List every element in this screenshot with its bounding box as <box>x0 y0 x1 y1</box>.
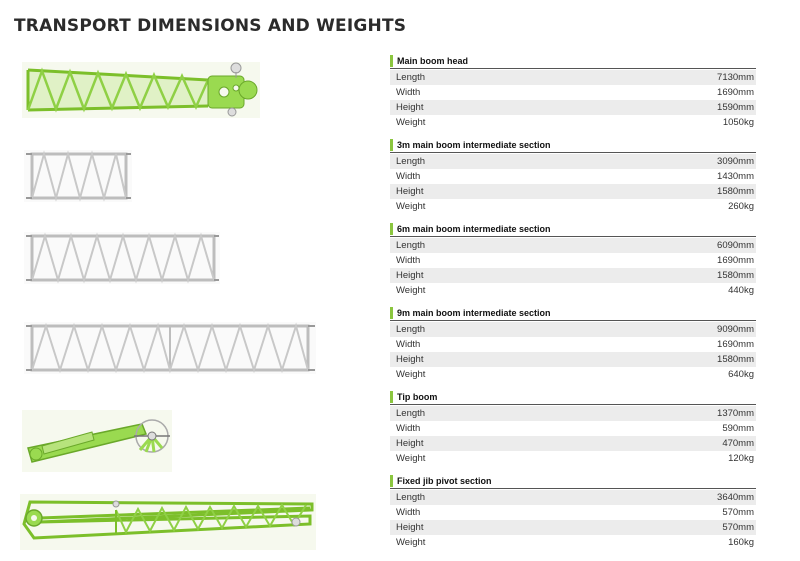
spec-row <box>390 436 756 451</box>
row-label: Width <box>396 87 421 98</box>
spec-table-6m-section <box>390 222 756 298</box>
row-label: Weight <box>396 201 426 212</box>
row-label: Length <box>396 408 426 419</box>
spec-table-title: Main boom head <box>397 56 469 66</box>
row-label: Height <box>396 102 424 113</box>
row-value: 1370mm <box>717 408 754 419</box>
accent-bar <box>390 55 393 67</box>
row-label: Width <box>396 171 421 182</box>
row-label: Width <box>396 423 421 434</box>
row-value: 3090mm <box>717 156 754 167</box>
main-boom-head-illustration <box>22 58 262 120</box>
divider <box>390 236 756 237</box>
row-value: 1590mm <box>717 102 754 113</box>
row-value: 1580mm <box>717 354 754 365</box>
spec-row <box>390 406 756 421</box>
row-value: 590mm <box>722 423 754 434</box>
spec-row <box>390 535 756 550</box>
spec-row <box>390 100 756 115</box>
row-label: Weight <box>396 285 426 296</box>
row-label: Height <box>396 354 424 365</box>
spec-table-title: 3m main boom intermediate section <box>397 140 551 150</box>
spec-row <box>390 337 756 352</box>
row-value: 1580mm <box>717 270 754 281</box>
accent-bar <box>390 223 393 235</box>
row-value: 120kg <box>728 453 754 464</box>
accent-bar <box>390 391 393 403</box>
row-value: 570mm <box>722 522 754 533</box>
row-label: Length <box>396 492 426 503</box>
spec-table-title: 9m main boom intermediate section <box>397 308 551 318</box>
row-value: 160kg <box>728 537 754 548</box>
fixed-jib-illustration <box>20 494 316 550</box>
spec-table-tip-boom <box>390 390 756 466</box>
spec-table-title: Tip boom <box>397 392 438 402</box>
spec-row <box>390 85 756 100</box>
row-label: Weight <box>396 453 426 464</box>
row-label: Height <box>396 270 424 281</box>
accent-bar <box>390 307 393 319</box>
6m-section-illustration <box>24 232 220 284</box>
spec-row <box>390 490 756 505</box>
spec-table-header <box>390 306 756 320</box>
spec-row <box>390 253 756 268</box>
row-value: 260kg <box>728 201 754 212</box>
row-label: Weight <box>396 537 426 548</box>
row-value: 1050kg <box>722 117 754 128</box>
spec-table-header <box>390 474 756 488</box>
spec-table-main-boom-head <box>390 54 756 130</box>
spec-row <box>390 184 756 199</box>
row-value: 7130mm <box>717 72 754 83</box>
page-title: TRANSPORT DIMENSIONS AND WEIGHTS <box>14 16 407 36</box>
divider <box>390 152 756 153</box>
row-label: Length <box>396 324 426 335</box>
spec-row <box>390 352 756 367</box>
accent-bar <box>390 475 393 487</box>
spec-row <box>390 520 756 535</box>
spec-row <box>390 169 756 184</box>
row-value: 1430mm <box>717 171 754 182</box>
row-value: 1690mm <box>717 87 754 98</box>
spec-table-header <box>390 138 756 152</box>
spec-row <box>390 421 756 436</box>
row-value: 570mm <box>722 507 754 518</box>
spec-row <box>390 115 756 130</box>
row-label: Width <box>396 507 421 518</box>
spec-row <box>390 70 756 85</box>
row-value: 1580mm <box>717 186 754 197</box>
spec-row <box>390 322 756 337</box>
row-value: 640kg <box>728 369 754 380</box>
row-label: Height <box>396 186 424 197</box>
divider <box>390 488 756 489</box>
spec-row <box>390 283 756 298</box>
row-label: Weight <box>396 117 426 128</box>
3m-section-illustration <box>24 150 132 202</box>
row-label: Weight <box>396 369 426 380</box>
spec-row <box>390 505 756 520</box>
spec-table-3m-section <box>390 138 756 214</box>
row-value: 6090mm <box>717 240 754 251</box>
row-label: Length <box>396 156 426 167</box>
spec-table-title: 6m main boom intermediate section <box>397 224 551 234</box>
spec-tables <box>390 54 756 558</box>
row-value: 3640mm <box>717 492 754 503</box>
spec-table-header <box>390 54 756 68</box>
row-value: 1690mm <box>717 255 754 266</box>
spec-table-9m-section <box>390 306 756 382</box>
divider <box>390 404 756 405</box>
row-label: Height <box>396 522 424 533</box>
divider <box>390 320 756 321</box>
spec-row <box>390 451 756 466</box>
spec-table-fixed-jib <box>390 474 756 550</box>
divider <box>390 68 756 69</box>
row-label: Width <box>396 339 421 350</box>
spec-row <box>390 154 756 169</box>
accent-bar <box>390 139 393 151</box>
spec-row <box>390 268 756 283</box>
spec-table-header <box>390 390 756 404</box>
spec-row <box>390 367 756 382</box>
row-label: Height <box>396 438 424 449</box>
spec-row <box>390 238 756 253</box>
row-label: Length <box>396 72 426 83</box>
tip-boom-illustration <box>22 410 172 472</box>
spec-table-title: Fixed jib pivot section <box>397 476 492 486</box>
spec-table-header <box>390 222 756 236</box>
spec-row <box>390 199 756 214</box>
row-value: 440kg <box>728 285 754 296</box>
row-value: 9090mm <box>717 324 754 335</box>
row-label: Length <box>396 240 426 251</box>
9m-section-illustration <box>24 322 316 374</box>
row-value: 470mm <box>722 438 754 449</box>
row-label: Width <box>396 255 421 266</box>
row-value: 1690mm <box>717 339 754 350</box>
